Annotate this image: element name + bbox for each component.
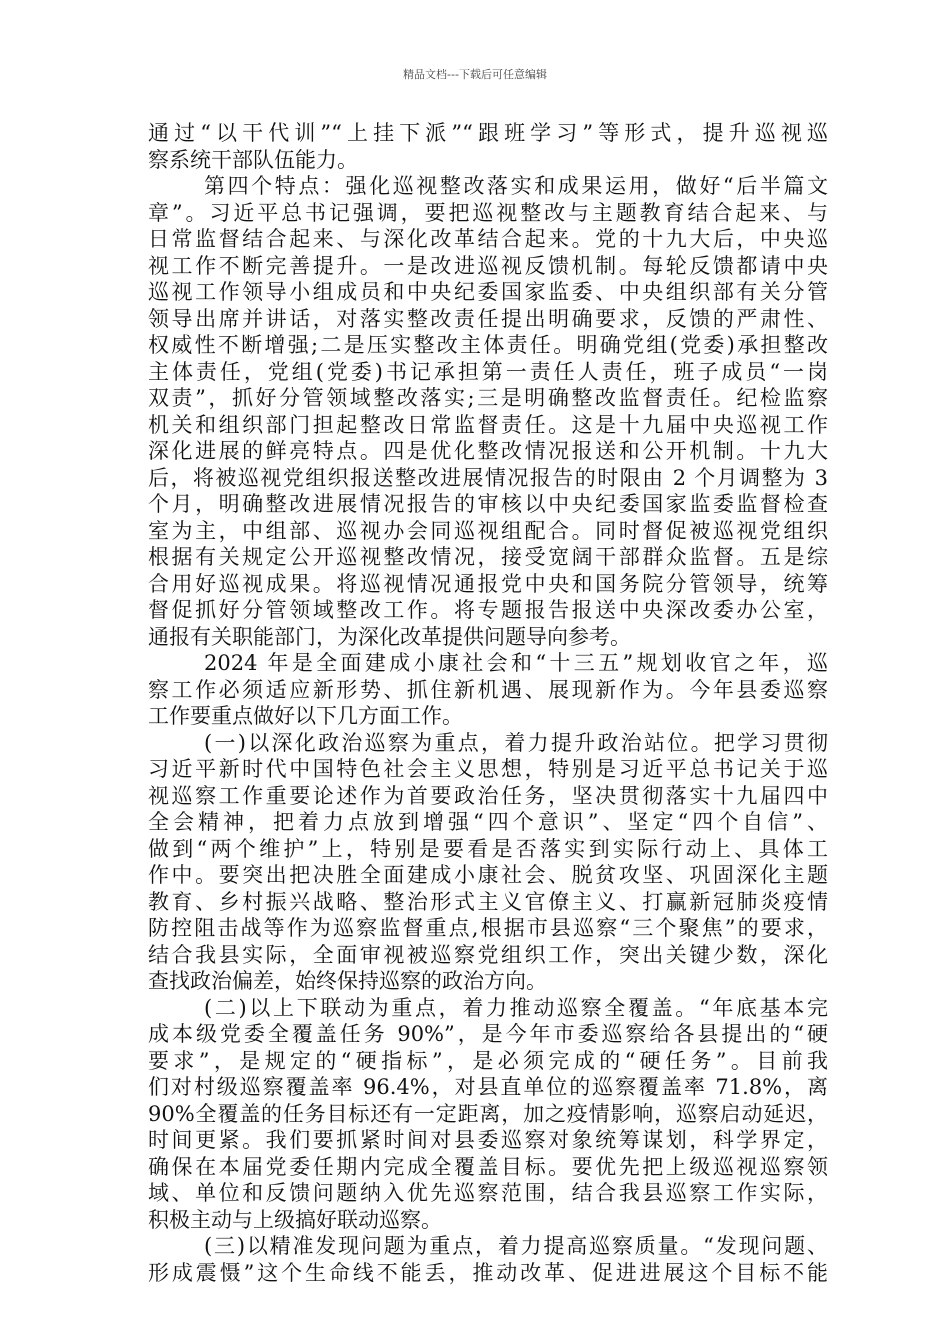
text-line: 工作要重点做好以下几方面工作。: [148, 704, 463, 728]
text-line: 双责”，抓好分管领域整改落实;三是明确整改监督责任。纪检监察: [148, 386, 828, 410]
text-line: 日常监督结合起来、与深化改革结合起来。党的十九大后，中央巡: [148, 227, 828, 251]
text-line: 时间更紧。我们要抓紧时间对县委巡察对象统筹谋划，科学界定，: [148, 1128, 828, 1152]
text-line: (二)以上下联动为重点，着力推动巡察全覆盖。“年底基本完: [204, 995, 828, 1020]
text-line: 章”。习近平总书记强调，要把巡视整改与主题教育结合起来、与: [148, 200, 828, 225]
text-line: 要求”，是规定的“硬指标”，是必须完成的“硬任务”。目前我: [148, 1048, 828, 1073]
text-line: 确保在本届党委任期内完成全覆盖目标。要优先把上级巡视巡察领: [148, 1154, 828, 1179]
text-line: 合用好巡视成果。将巡视情况通报党中央和国务院分管领导，统筹: [148, 571, 828, 596]
page-header: 精品文档---下载后可任意编辑: [403, 68, 547, 81]
text-line: 全会精神，把着力点放到增强“四个意识”、坚定“四个自信”、: [148, 810, 828, 834]
text-line: 领导出席并讲话，对落实整改责任提出明确要求，反馈的严肃性、: [148, 306, 828, 331]
text-line: 通报有关职能部门，为深化改革提供问题导向参考。: [148, 624, 631, 649]
text-line: 督促抓好分管领域整改工作。将专题报告报送中央深改委办公室，: [148, 598, 828, 622]
text-line: 做到“两个维护”上，特别是要看是否落实到实际行动上、具体工: [148, 836, 828, 861]
text-line: (三)以精准发现问题为重点，着力提高巡察质量。“发现问题、: [204, 1234, 828, 1258]
text-line: 根据有关规定公开巡视整改情况，接受宽阔干部群众监督。五是综: [148, 545, 828, 569]
text-line: 室为主，中组部、巡视办会同巡视组配合。同时督促被巡视党组织: [148, 518, 828, 543]
document-body: [148, 120, 828, 1286]
text-line: 深化进展的鲜亮特点。四是优化整改情况报送和公开机制。十九大: [148, 439, 828, 463]
text-line: 形成震慑”这个生命线不能丢，推动改革、促进进展这个目标不能: [148, 1260, 828, 1285]
text-line: 结合我县实际，全面审视被巡察党组织工作，突出关键少数，深化: [148, 942, 828, 967]
text-line: 个月，明确整改进展情况报告的审核以中央纪委国家监委监督检查: [148, 492, 828, 516]
text-line: 防控阻击战等作为巡察监督重点,根据市县巡察“三个聚焦”的要求，: [148, 916, 828, 940]
text-line: 权威性不断增强;二是压实整改主体责任。明确党组(党委)承担整改: [148, 333, 828, 357]
text-line: 教育、乡村振兴战略、整治形式主义官僚主义、打赢新冠肺炎疫情: [148, 889, 828, 914]
text-line: 2024 年是全面建成小康社会和“十三五”规划收官之年，巡: [204, 651, 828, 675]
text-line: 机关和组织部门担起整改日常监督责任。这是十九届中央巡视工作: [148, 412, 828, 437]
text-line: 通过“以干代训”“上挂下派”“跟班学习”等形式，提升巡视巡: [148, 121, 828, 145]
text-line: 作中。要突出把决胜全面建成小康社会、脱贫攻坚、巩固深化主题: [148, 863, 828, 887]
text-line: 巡视工作领导小组成员和中央纪委国家监委、中央组织部有关分管: [148, 280, 828, 304]
text-line: 域、单位和反馈问题纳入优先巡察范围，结合我县巡察工作实际，: [148, 1181, 828, 1205]
text-line: 第四个特点：强化巡视整改落实和成果运用，做好“后半篇文: [204, 174, 828, 198]
text-line: 成本级党委全覆盖任务 90%”，是今年市委巡察给各县提出的“硬: [148, 1022, 828, 1046]
text-line: 习近平新时代中国特色社会主义思想，特别是习近平总书记关于巡: [148, 757, 828, 781]
text-line: 主体责任，党组(党委)书记承担第一责任人责任，班子成员“一岗: [148, 359, 828, 384]
text-line: 视巡察工作重要论述作为首要政治任务，坚决贯彻落实十九届四中: [148, 783, 828, 808]
text-line: 察工作必须适应新形势、抓住新机遇、展现新作为。今年县委巡察: [148, 677, 828, 702]
text-line: 积极主动与上级搞好联动巡察。: [148, 1207, 442, 1232]
text-line: 视工作不断完善提升。一是改进巡视反馈机制。每轮反馈都请中央: [148, 253, 828, 278]
text-line: 察系统干部队伍能力。: [148, 147, 358, 172]
text-line: 后，将被巡视党组织报送整改进展情况报告的时限由 2 个月调整为 3: [148, 465, 828, 490]
text-line: 90%全覆盖的任务目标还有一定距离，加之疫情影响，巡察启动延迟，: [148, 1101, 828, 1126]
text-line: (一)以深化政治巡察为重点，着力提升政治站位。把学习贯彻: [204, 730, 828, 755]
text-line: 们对村级巡察覆盖率 96.4%，对县直单位的巡察覆盖率 71.8%，离: [148, 1075, 828, 1099]
text-line: 查找政治偏差，始终保持巡察的政治方向。: [148, 969, 547, 993]
